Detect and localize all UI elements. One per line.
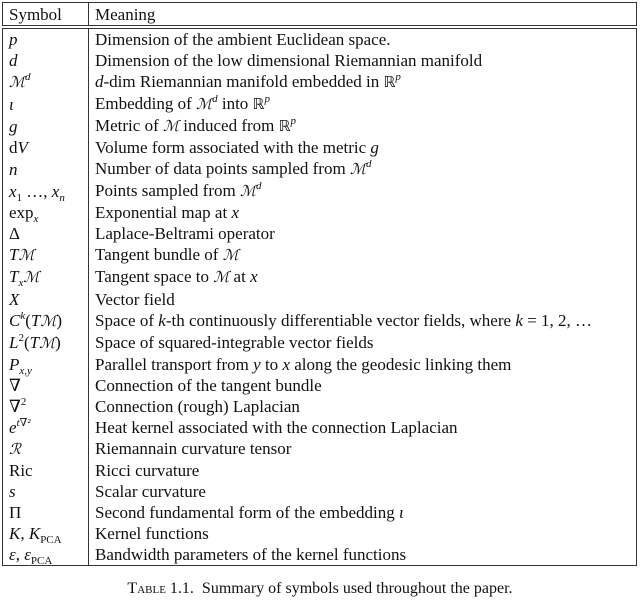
meaning-segment: Connection of the tangent bundle <box>95 375 322 395</box>
meaning-segment: to <box>260 354 283 374</box>
table-row <box>3 137 637 158</box>
meaning-cell <box>89 332 637 354</box>
meaning-cell <box>89 396 637 417</box>
meaning-segment: Metric of <box>95 116 163 136</box>
meaning-cell <box>89 288 637 309</box>
symbol-segment: ∇ <box>9 375 21 395</box>
symbol-segment: ( <box>25 310 31 330</box>
meaning-segment: Riemannain curvature tensor <box>95 439 292 459</box>
symbol-segment: Δ <box>9 224 20 244</box>
table-row <box>3 180 637 202</box>
table-row <box>3 71 637 93</box>
meaning-segment: Heat kernel associated with the connection Laplacian <box>95 417 458 437</box>
symbol-cell <box>3 244 89 266</box>
meaning-cell <box>89 523 637 544</box>
symbol-segment: Ric <box>9 460 33 480</box>
symbol-cell <box>3 481 89 502</box>
caption-label: Table 1.1. <box>127 580 194 597</box>
symbol-segment: 2 <box>18 331 24 344</box>
symbol-cell <box>3 50 89 71</box>
meaning-cell <box>89 266 637 288</box>
symbol-segment: T <box>30 310 41 330</box>
symbol-segment: d <box>25 71 31 84</box>
table-row <box>3 93 637 115</box>
symbol-segment: ) <box>56 310 63 330</box>
table-body <box>3 27 637 566</box>
meaning-segment: d <box>95 72 104 92</box>
table-row <box>3 438 637 460</box>
meaning-segment: x <box>250 267 258 287</box>
symbol-segment: g <box>9 116 18 136</box>
table-header-row <box>3 3 637 28</box>
symbol-segment: L <box>9 332 19 352</box>
meaning-segment: Bandwidth parameters of the kernel functions <box>95 545 407 565</box>
meaning-cell <box>89 417 637 438</box>
meaning-segment: d <box>212 93 218 106</box>
meaning-segment: Embedding of <box>95 94 197 114</box>
table-row <box>3 310 637 332</box>
meaning-segment: Space of squared-integrable vector fields <box>95 333 374 353</box>
table-row <box>3 158 637 180</box>
symbol-segment: V <box>17 138 28 158</box>
symbol-segment: x <box>18 277 24 290</box>
table-row <box>3 523 637 544</box>
symbol-segment: k <box>20 309 26 322</box>
symbol-segment: x <box>33 213 39 226</box>
symbol-cell <box>3 27 89 50</box>
symbol-cell <box>3 180 89 202</box>
symbol-segment: exp <box>9 203 34 223</box>
meaning-segment: x <box>282 354 290 374</box>
symbol-segment: PCA <box>30 555 53 568</box>
symbol-segment: p <box>9 30 18 50</box>
symbol-cell <box>3 288 89 309</box>
symbol-segment: d <box>9 138 18 158</box>
meaning-segment: Exponential map at <box>95 203 232 223</box>
table-row <box>3 375 637 396</box>
table-row <box>3 27 637 50</box>
meaning-cell <box>89 244 637 266</box>
symbol-segment: T <box>9 267 19 287</box>
table-row <box>3 502 637 523</box>
meaning-segment: Kernel functions <box>95 524 209 544</box>
meaning-segment: ℝ <box>278 117 291 136</box>
symbol-segment: P <box>9 354 20 374</box>
meaning-segment: ℳ <box>162 117 180 136</box>
meaning-segment: ℳ <box>349 160 366 179</box>
symbol-cell <box>3 417 89 438</box>
meaning-cell <box>89 375 637 396</box>
symbol-segment: 2 <box>20 395 27 408</box>
symbol-segment: , <box>20 524 29 544</box>
symbol-cell <box>3 460 89 481</box>
table-row <box>3 115 637 137</box>
meaning-segment: ι <box>399 503 404 523</box>
table-row <box>3 354 637 375</box>
meaning-cell <box>89 310 637 332</box>
symbol-segment: X <box>9 289 20 309</box>
meaning-segment: y <box>253 354 261 374</box>
meaning-segment: Scalar curvature <box>95 482 206 502</box>
meaning-cell <box>89 93 637 115</box>
symbol-cell <box>3 310 89 332</box>
meaning-segment: at <box>229 267 251 287</box>
symbol-cell <box>3 544 89 566</box>
symbol-segment: , <box>15 545 25 565</box>
symbol-segment: ι <box>9 94 14 114</box>
meaning-segment: k <box>515 311 523 331</box>
table-row <box>3 460 637 481</box>
table-row <box>3 244 637 266</box>
meaning-segment: g <box>370 138 379 158</box>
table-row <box>3 266 637 288</box>
meaning-cell <box>89 502 637 523</box>
meaning-cell <box>89 180 637 202</box>
table-row <box>3 396 637 417</box>
symbol-segment: ε <box>24 545 31 565</box>
symbol-segment: C <box>9 310 21 330</box>
meaning-segment: Space of <box>95 311 159 331</box>
meaning-segment: Vector field <box>95 289 175 309</box>
symbol-segment: e <box>9 417 17 437</box>
symbol-segment: K <box>28 524 41 544</box>
meaning-segment: ℝ <box>383 73 396 92</box>
symbol-cell <box>3 202 89 226</box>
meaning-segment: Tangent space to <box>95 267 214 287</box>
symbol-cell <box>3 438 89 460</box>
symbol-cell <box>3 396 89 417</box>
meaning-segment: p <box>290 115 297 128</box>
symbol-segment: 1 <box>16 191 23 204</box>
table-row <box>3 223 637 244</box>
table-caption <box>0 580 640 598</box>
table-row <box>3 417 637 438</box>
symbol-cell <box>3 137 89 158</box>
symbol-cell <box>3 93 89 115</box>
symbol-segment: ℳ <box>39 333 56 352</box>
symbol-segment: ℳ <box>18 246 35 265</box>
table-row <box>3 481 637 502</box>
meaning-segment: k <box>158 311 166 331</box>
symbol-cell <box>3 71 89 93</box>
meaning-cell <box>89 544 637 566</box>
symbol-segment: x,y <box>19 364 32 377</box>
meaning-segment: = 1, 2, … <box>522 311 592 331</box>
meaning-segment: -th continuously differentiable vector fields, where <box>165 311 516 331</box>
table-row <box>3 288 637 309</box>
meaning-segment: Second fundamental form of the embedding <box>95 503 400 523</box>
meaning-cell <box>89 158 637 180</box>
meaning-segment: along the geodesic linking them <box>289 354 512 374</box>
meaning-segment: ℳ <box>222 246 239 265</box>
symbols-table <box>2 2 637 566</box>
symbol-cell <box>3 354 89 375</box>
meaning-segment: Ricci curvature <box>95 460 200 480</box>
meaning-segment: p <box>395 71 401 84</box>
meaning-segment: d <box>366 158 372 171</box>
table-row <box>3 50 637 71</box>
symbol-segment: ℳ <box>9 73 26 92</box>
meaning-cell <box>89 481 637 502</box>
meaning-segment: Points sampled from <box>95 181 240 201</box>
caption-text: Summary of symbols used throughout the paper. <box>201 580 513 597</box>
symbol-segment: ℳ <box>23 268 40 287</box>
symbol-segment: T <box>29 332 40 352</box>
symbol-segment: ) <box>55 332 61 352</box>
symbol-cell <box>3 266 89 288</box>
symbol-cell <box>3 223 89 244</box>
symbol-segment: ε <box>9 545 16 565</box>
meaning-cell <box>89 50 637 71</box>
symbol-cell <box>3 332 89 354</box>
symbol-segment: n <box>9 159 18 179</box>
table-row <box>3 332 637 354</box>
meaning-segment: -dim Riemannian manifold embedded in <box>103 72 384 92</box>
meaning-cell <box>89 354 637 375</box>
meaning-segment: Dimension of the ambient Euclidean space. <box>95 30 391 50</box>
symbol-segment: K <box>9 524 21 544</box>
meaning-segment: d <box>256 180 262 193</box>
symbol-cell <box>3 158 89 180</box>
symbol-segment: d <box>9 51 18 71</box>
meaning-segment: x <box>231 203 239 223</box>
header-symbol: Symbol <box>3 3 89 28</box>
symbol-cell <box>3 115 89 137</box>
symbol-segment: T <box>9 245 19 265</box>
meaning-cell <box>89 137 637 158</box>
meaning-segment: ℳ <box>239 182 257 201</box>
table-row <box>3 202 637 223</box>
symbol-segment: ∇ <box>9 396 21 416</box>
meaning-segment: Connection (rough) Laplacian <box>95 396 300 416</box>
meaning-segment: Dimension of the low dimensional Riemannian manifold <box>95 51 483 71</box>
symbol-segment: x <box>9 181 17 201</box>
meaning-cell <box>89 460 637 481</box>
meaning-cell <box>89 202 637 223</box>
meaning-segment: Parallel transport from <box>95 354 254 374</box>
meaning-segment: ℳ <box>196 95 213 114</box>
symbol-segment: t∇² <box>16 416 31 429</box>
symbol-segment: ( <box>23 332 30 352</box>
symbol-segment: …, <box>22 181 52 201</box>
meaning-segment: Laplace-Beltrami operator <box>95 224 275 244</box>
symbol-cell <box>3 502 89 523</box>
meaning-cell <box>89 438 637 460</box>
meaning-segment: ℝ <box>252 95 265 114</box>
meaning-cell <box>89 223 637 244</box>
symbol-segment: PCA <box>40 534 62 547</box>
symbol-segment: x <box>51 181 60 201</box>
symbol-segment: n <box>59 191 65 204</box>
meaning-segment: into <box>217 94 253 114</box>
table-row <box>3 544 637 566</box>
meaning-segment: p <box>264 93 270 106</box>
meaning-cell <box>89 71 637 93</box>
meaning-cell <box>89 27 637 50</box>
meaning-cell <box>89 115 637 137</box>
meaning-segment: Tangent bundle of <box>95 245 223 265</box>
meaning-segment: Number of data points sampled from <box>95 159 350 179</box>
symbol-segment: ℛ <box>9 439 21 458</box>
symbol-segment: Π <box>9 503 22 523</box>
meaning-segment: induced from <box>179 116 279 136</box>
meaning-segment: ℳ <box>213 268 230 287</box>
header-meaning: Meaning <box>89 3 637 28</box>
symbol-cell <box>3 523 89 547</box>
symbol-cell <box>3 375 89 396</box>
symbol-segment: s <box>9 482 16 502</box>
symbol-segment: ℳ <box>40 311 57 330</box>
meaning-segment: Volume form associated with the metric <box>95 138 371 158</box>
